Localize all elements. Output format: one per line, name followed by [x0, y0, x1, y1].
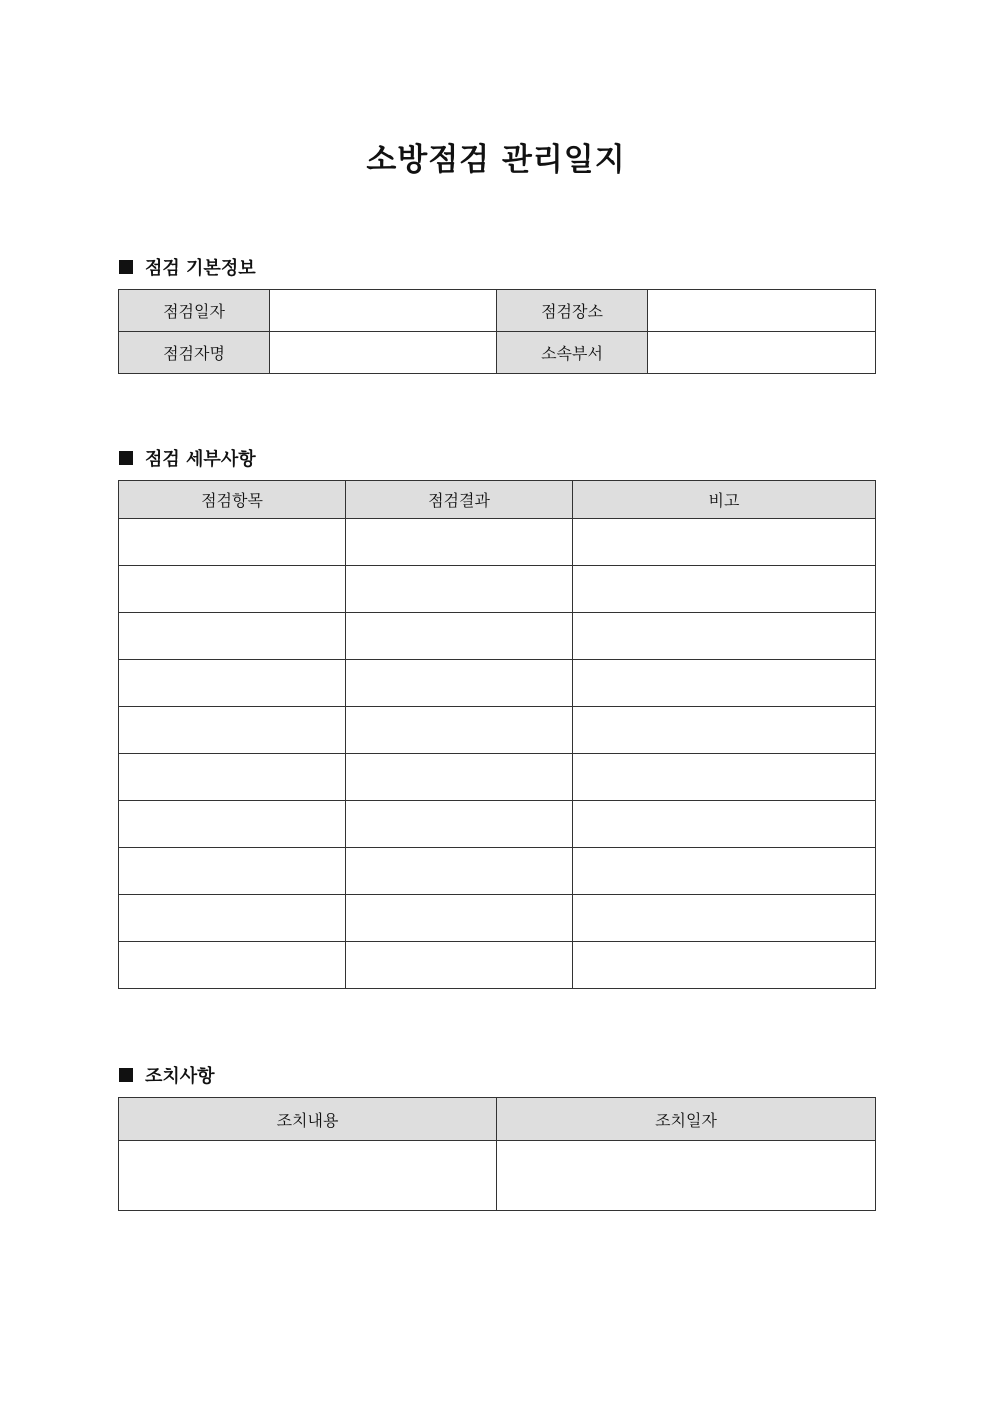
table-row	[119, 942, 876, 989]
column-header-action-date: 조치일자	[497, 1098, 876, 1141]
table-row	[119, 566, 876, 613]
table-row	[119, 1141, 876, 1211]
table-row	[119, 519, 876, 566]
item-cell[interactable]	[119, 801, 346, 848]
square-bullet-icon	[119, 260, 133, 274]
table-row	[119, 754, 876, 801]
note-cell[interactable]	[573, 754, 876, 801]
section-heading-label: 조치사항	[145, 1066, 215, 1087]
section-heading-action	[119, 1062, 215, 1088]
square-bullet-icon	[119, 451, 133, 465]
dept-label: 소속부서	[497, 332, 648, 374]
basic-info-table	[118, 289, 876, 374]
table-row	[119, 660, 876, 707]
section-heading-label: 점검 세부사항	[145, 449, 256, 470]
result-cell[interactable]	[346, 519, 573, 566]
column-header-item: 점검항목	[119, 481, 346, 519]
inspection-detail-table	[118, 480, 876, 989]
column-header-action-content: 조치내용	[119, 1098, 497, 1141]
square-bullet-icon	[119, 1068, 133, 1082]
item-cell[interactable]	[119, 566, 346, 613]
note-cell[interactable]	[573, 613, 876, 660]
inspector-label: 점검자명	[119, 332, 270, 374]
item-cell[interactable]	[119, 519, 346, 566]
page-title: 소방점검 관리일지	[366, 142, 626, 178]
table-row	[119, 895, 876, 942]
result-cell[interactable]	[346, 613, 573, 660]
table-row	[119, 290, 876, 332]
section-heading-basic	[119, 254, 256, 280]
action-content-field[interactable]	[119, 1141, 497, 1211]
result-cell[interactable]	[346, 942, 573, 989]
table-row	[119, 801, 876, 848]
note-cell[interactable]	[573, 660, 876, 707]
place-label: 점검장소	[497, 290, 648, 332]
note-cell[interactable]	[573, 848, 876, 895]
table-header-row	[119, 1098, 876, 1141]
dept-field[interactable]	[648, 332, 876, 374]
note-cell[interactable]	[573, 801, 876, 848]
table-row	[119, 707, 876, 754]
result-cell[interactable]	[346, 566, 573, 613]
note-cell[interactable]	[573, 707, 876, 754]
result-cell[interactable]	[346, 895, 573, 942]
item-cell[interactable]	[119, 754, 346, 801]
item-cell[interactable]	[119, 895, 346, 942]
column-header-result: 점검결과	[346, 481, 573, 519]
table-row	[119, 332, 876, 374]
result-cell[interactable]	[346, 848, 573, 895]
item-cell[interactable]	[119, 707, 346, 754]
table-row	[119, 613, 876, 660]
item-cell[interactable]	[119, 613, 346, 660]
note-cell[interactable]	[573, 895, 876, 942]
table-header-row	[119, 481, 876, 519]
action-date-field[interactable]	[497, 1141, 876, 1211]
table-row	[119, 848, 876, 895]
inspector-field[interactable]	[270, 332, 497, 374]
place-field[interactable]	[648, 290, 876, 332]
note-cell[interactable]	[573, 519, 876, 566]
result-cell[interactable]	[346, 660, 573, 707]
result-cell[interactable]	[346, 801, 573, 848]
action-table	[118, 1097, 876, 1211]
result-cell[interactable]	[346, 754, 573, 801]
item-cell[interactable]	[119, 942, 346, 989]
note-cell[interactable]	[573, 942, 876, 989]
item-cell[interactable]	[119, 660, 346, 707]
section-heading-label: 점검 기본정보	[145, 258, 256, 279]
note-cell[interactable]	[573, 566, 876, 613]
date-label: 점검일자	[119, 290, 270, 332]
result-cell[interactable]	[346, 707, 573, 754]
date-field[interactable]	[270, 290, 497, 332]
section-heading-detail	[119, 445, 256, 471]
column-header-note: 비고	[573, 481, 876, 519]
item-cell[interactable]	[119, 848, 346, 895]
